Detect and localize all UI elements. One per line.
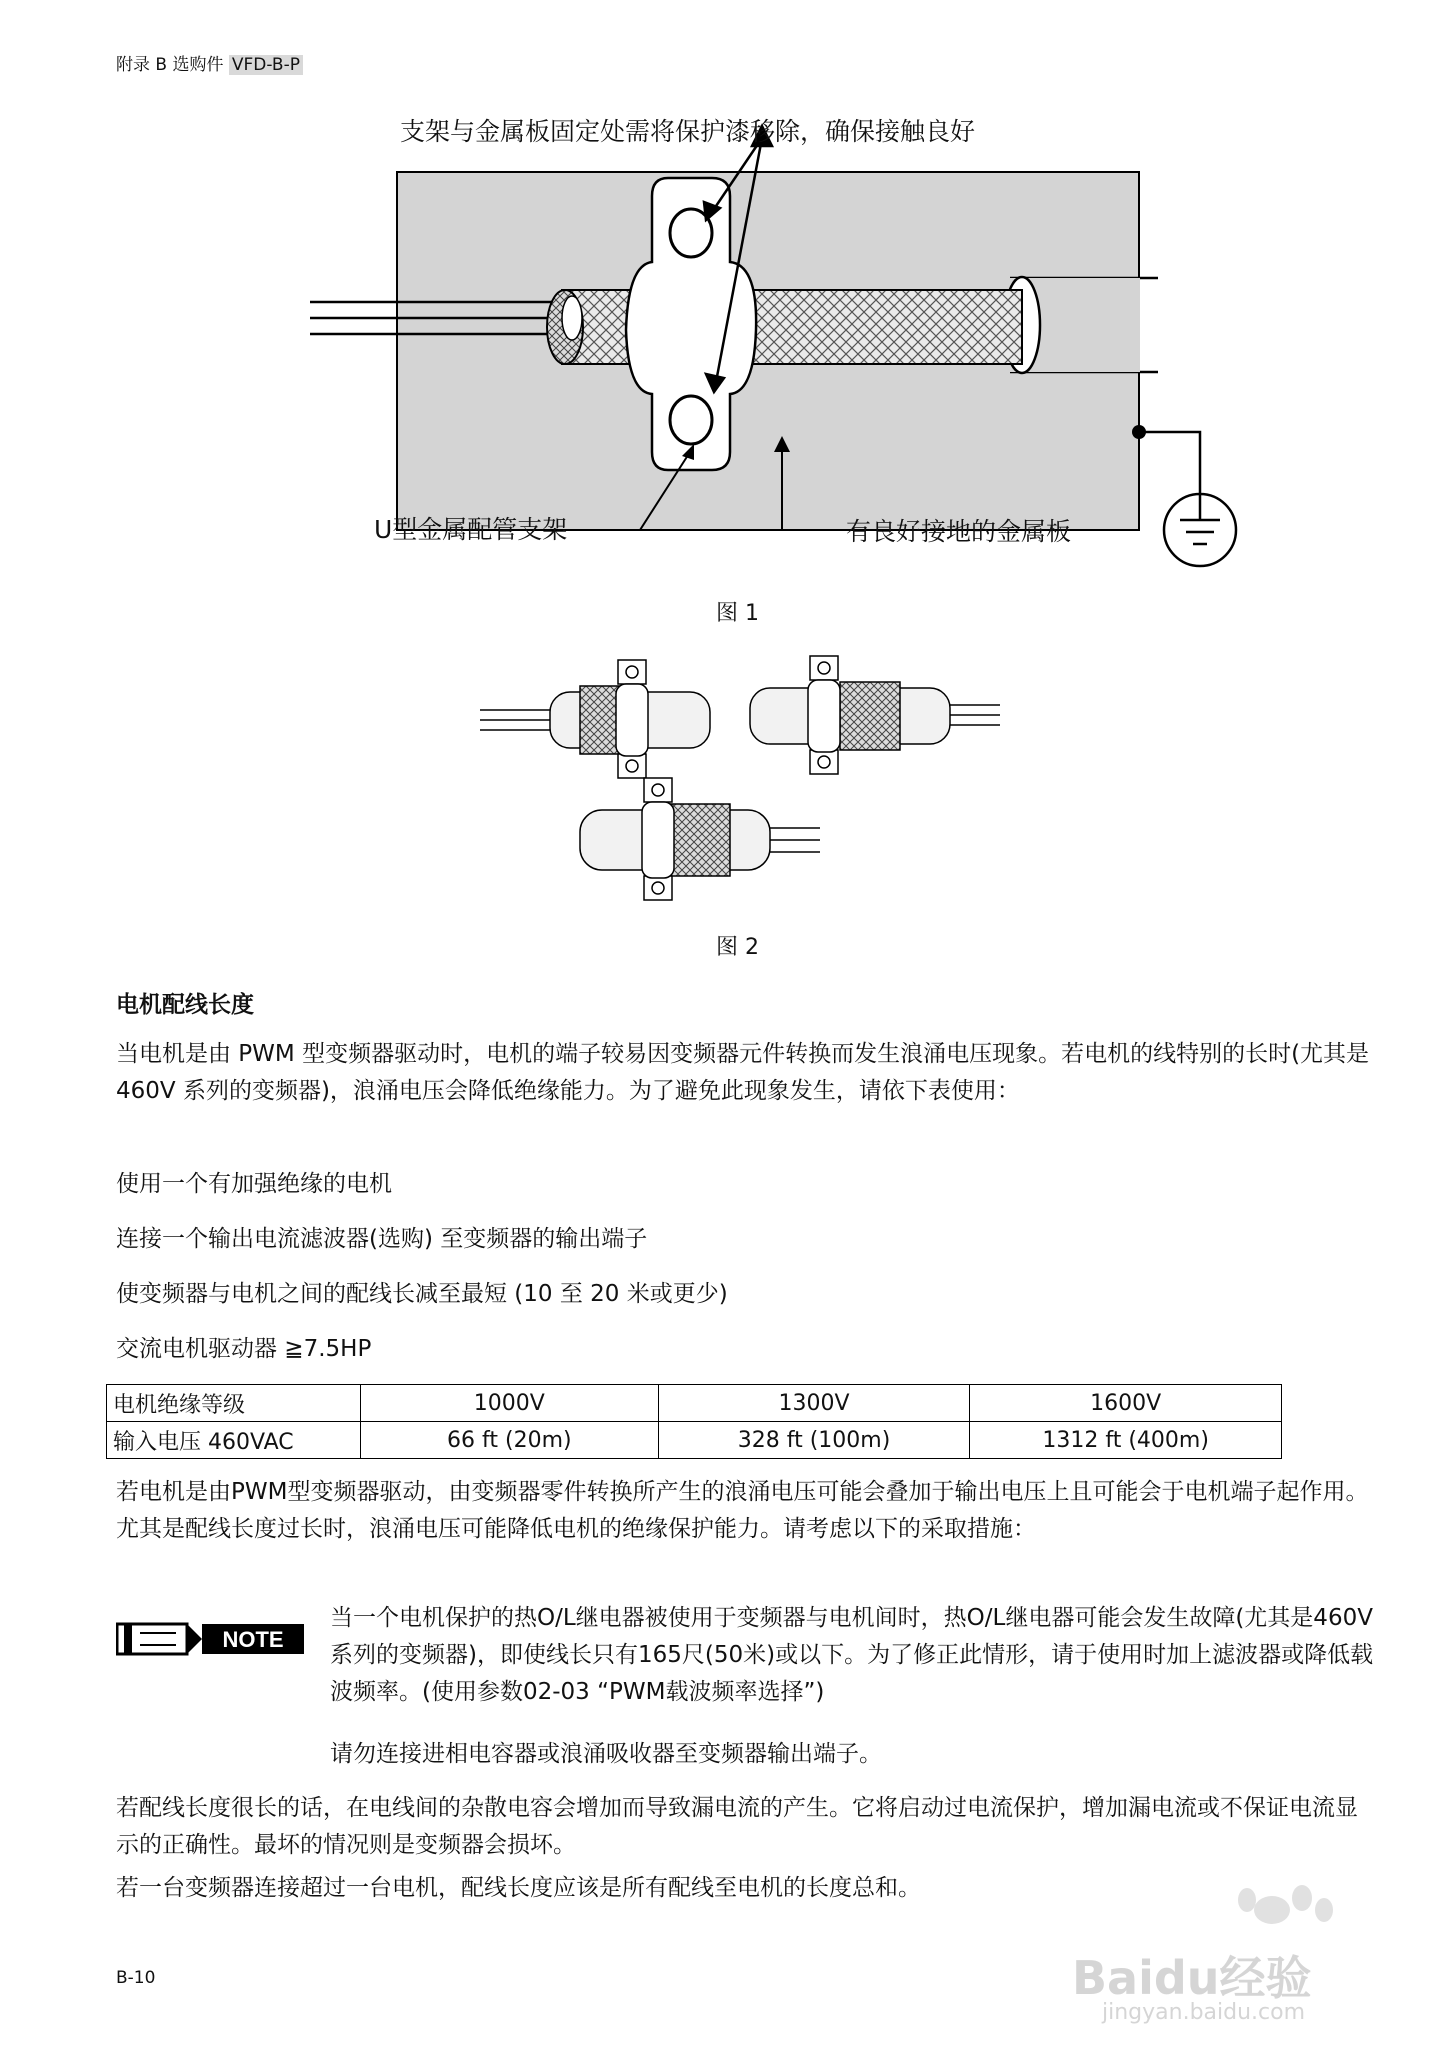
header-model: VFD-B-P [229,55,303,75]
table-cell: 328 ft (100m) [658,1422,970,1459]
figure-1-right-label: 有良好接地的金属板 [846,517,1072,546]
conductors-right [950,705,1000,725]
list-item: 交流电机驱动器 ≧7.5HP [116,1336,372,1362]
page-number: B-10 [116,1968,156,1988]
list-item: 使变频器与电机之间的配线长减至最短 (10 至 20 米或更少) [116,1281,728,1307]
table-row [107,1385,1282,1422]
note-text-2: 请勿连接进相电容器或浪涌吸收器至变频器输出端子。 [330,1741,882,1767]
figure-1-diagram [0,0,1452,600]
header-prefix: 附录 B 选购件 [116,55,224,75]
paragraph-4: 若一台变频器连接超过一台电机，配线长度应该是所有配线至电机的长度总和。 [116,1875,921,1901]
table-cell: 1600V [970,1385,1282,1422]
watermark [1062,1880,1362,2030]
table-cell: 电机绝缘等级 [107,1385,361,1422]
table-cell: 66 ft (20m) [360,1422,658,1459]
clamp-hole-bottom [670,396,712,444]
list-item: 连接一个输出电流滤波器(选购) 至变频器的输出端子 [116,1226,648,1252]
note-badge-label: NOTE [222,1627,284,1652]
table-cell: 1300V [658,1385,970,1422]
table-cell: 1000V [360,1385,658,1422]
pencil-icon [116,1618,306,1658]
list-item: 使用一个有加强绝缘的电机 [116,1171,392,1197]
figure-1-top-label: 支架与金属板固定处需将保护漆移除，确保接触良好 [400,117,976,146]
figure-2-diagram [470,650,1010,920]
note-text-1: 当一个电机保护的热O/L继电器被使用于变频器与电机间时，热O/L继电器可能会发生故障(尤其是460V系列的变频器)，即使线长只有165尺(50米)或以下。为了修正此情形，请于使用时加上滤波器或降低载波频率。(使用参数02-03 “PWM载波频率选择”) [330,1605,1374,1705]
watermark-brand: Baidu经验 [1072,1951,1312,2005]
table-cell: 1312 ft (400m) [970,1422,1282,1459]
insulation-table [106,1384,1282,1459]
figure-1-caption: 图 1 [716,601,759,626]
table-cell: 输入电压 460VAC [107,1422,361,1459]
figure-2-caption: 图 2 [716,935,759,960]
section-intro: 当电机是由 PWM 型变频器驱动时，电机的端子较易因变频器元件转换而发生浪涌电压现象。若电机的线特别的长时(尤其是 460V 系列的变频器)，浪涌电压会降低绝缘能力。为了避免此现象发生，请依下表使用： [116,1041,1370,1104]
note-badge [116,1618,306,1658]
paragraph-2: 若电机是由PWM型变频器驱动，由变频器零件转换所产生的浪涌电压可能会叠加于输出电压上且可能会于电机端子起作用。尤其是配线长度过长时，浪涌电压可能降低电机的绝缘保护能力。请考虑以下的采取措施： [116,1479,1369,1542]
figure-1-left-label: U型金属配管支架 [374,515,568,544]
conductors-left [480,710,550,730]
watermark-url: jingyan.baidu.com [1102,2000,1306,2025]
table-row [107,1422,1282,1459]
section-title: 电机配线长度 [116,992,254,1018]
paragraph-3: 若配线长度很长的话，在电线间的杂散电容会增加而导致漏电流的产生。它将启动过电流保护，增加漏电流或不保证电流显示的正确性。最坏的情况则是变频器会损坏。 [116,1795,1358,1858]
